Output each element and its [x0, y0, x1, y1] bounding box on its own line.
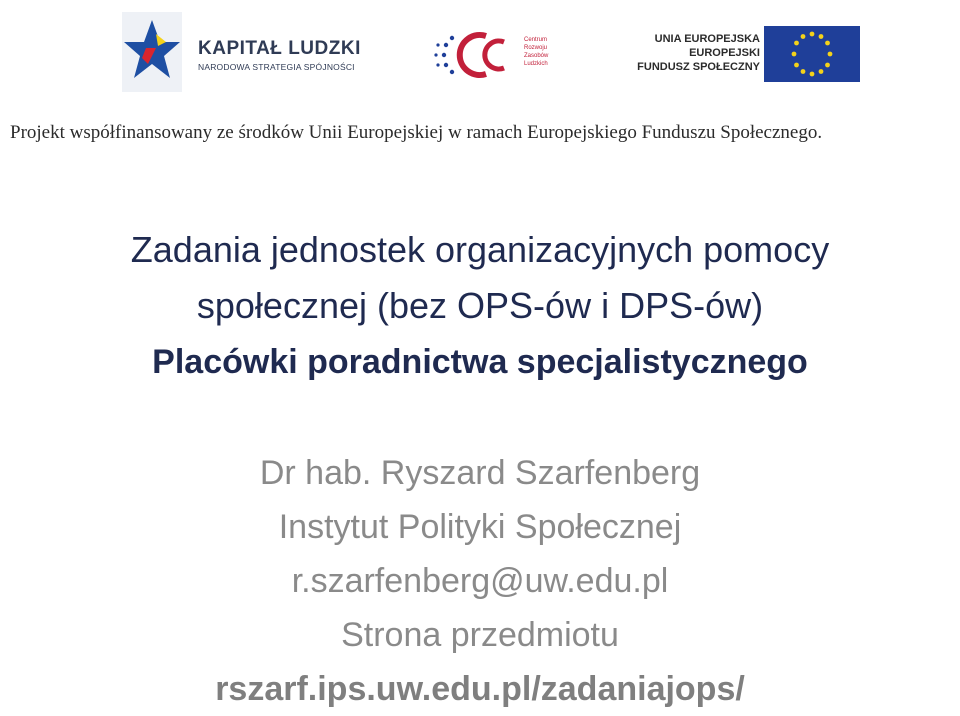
kapital-ludzki-star-icon [122, 12, 182, 92]
crzl-emblem-icon [428, 28, 523, 82]
crzl-text [524, 36, 548, 68]
funding-statement: Projekt współfinansowany ze środków Unii Europejskiej w ramach Europejskiego Funduszu Społecznego. [10, 122, 823, 143]
eu-logo [618, 26, 860, 82]
kapital-ludzki-logo [122, 12, 392, 92]
crzl-text-line: Zasobów [524, 53, 549, 59]
kapital-ludzki-title: KAPITAŁ LUDZKI [198, 38, 361, 59]
logo-bar [0, 0, 960, 160]
eu-text-line2: EUROPEJSKI [689, 47, 760, 59]
crzl-text-line: Ludzkich [524, 61, 548, 67]
author-name: Dr hab. Ryszard Szarfenberg [259, 454, 701, 492]
title-line-2: społecznej (bez OPS-ów i DPS-ów) [196, 285, 764, 326]
eu-text-line1: UNIA EUROPEJSKA [654, 33, 760, 45]
kapital-ludzki-subtitle: NARODOWA STRATEGIA SPÓJNOŚCI [198, 62, 355, 72]
eu-text [637, 32, 760, 74]
crzl-text-line: Centrum [524, 37, 548, 43]
crzl-text-line: Rozwoju [524, 45, 548, 51]
author-block [0, 446, 960, 716]
eu-flag-icon [764, 26, 860, 82]
crzl-logo [428, 28, 573, 82]
title-line-3: Placówki poradnictwa specjalistycznego [152, 343, 808, 381]
author-institution: Instytut Polityki Społecznej [278, 508, 682, 546]
course-page-label: Strona przedmiotu [341, 616, 619, 654]
title-line-1: Zadania jednostek organizacyjnych pomocy [130, 229, 830, 270]
eu-text-line3: FUNDUSZ SPOŁECZNY [637, 61, 760, 73]
course-page-url[interactable]: rszarf.ips.uw.edu.pl/zadaniajops/ [215, 670, 745, 708]
slide-title [0, 222, 960, 390]
author-email[interactable]: r.szarfenberg@uw.edu.pl [291, 562, 669, 600]
